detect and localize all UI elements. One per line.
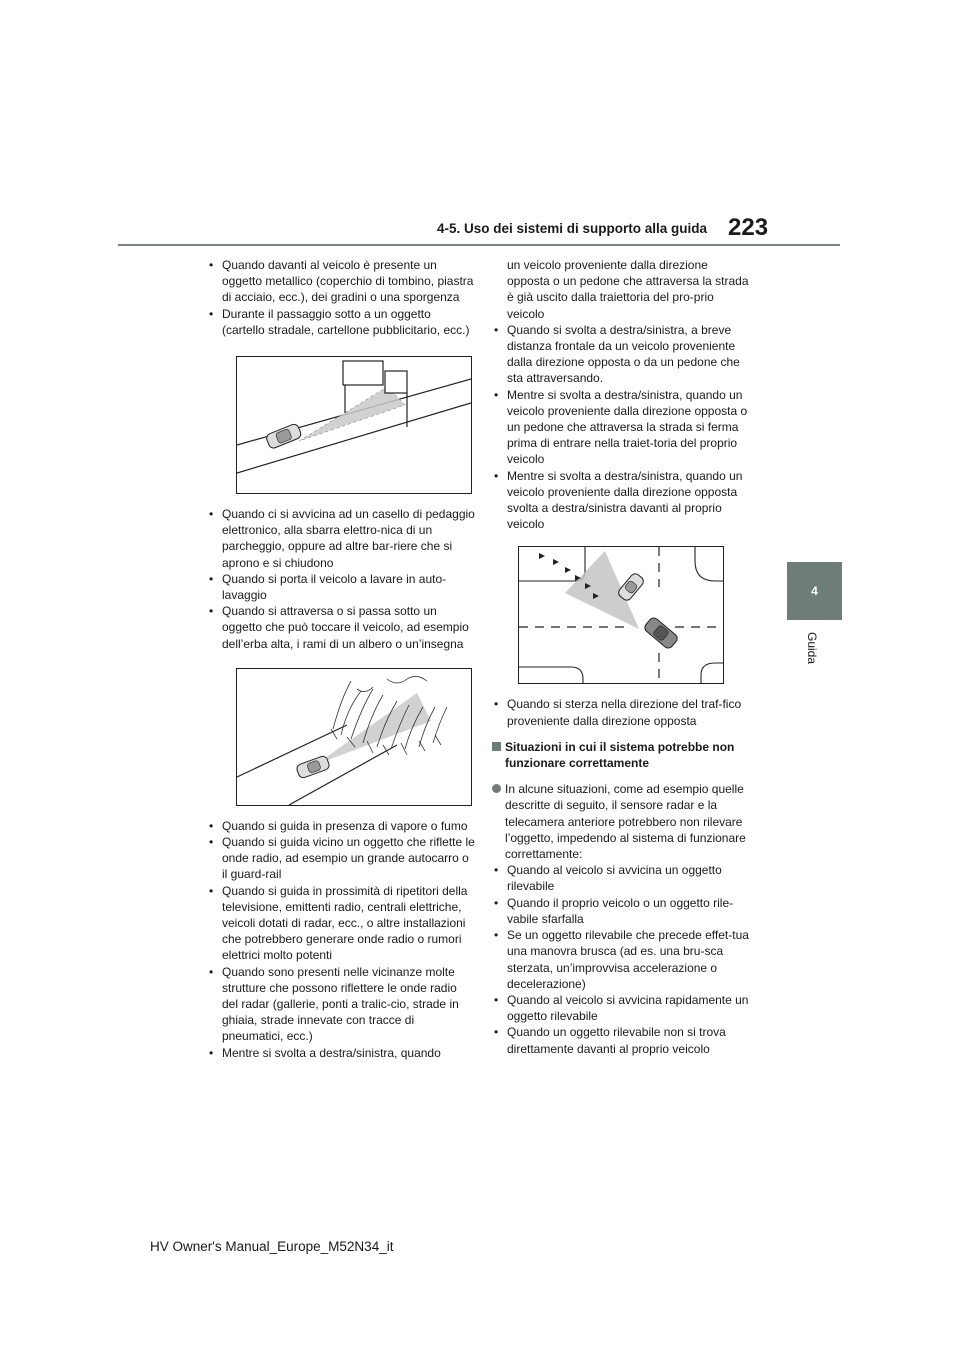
bullet-list [492, 696, 752, 728]
bullet-list [207, 818, 475, 1061]
bullet-list [207, 257, 475, 338]
list-item: • Durante il passaggio sotto a un oggetto (cartello stradale, cartellone pubblicitario, ecc.) [207, 306, 475, 338]
list-item: • Quando il proprio veicolo o un oggetto rile-vabile sfarfalla [492, 895, 752, 927]
right-column [492, 257, 752, 1057]
bullet-list [207, 506, 475, 652]
chapter-tab[interactable]: 4 [787, 562, 842, 620]
list-item: • Quando un oggetto rilevabile non si trova direttamente davanti al proprio veicolo [492, 1024, 752, 1056]
bullet-list [492, 862, 752, 1056]
list-item: • Se un oggetto rilevabile che precede effet-tua una manovra brusca (ad es. una bru-sca sterzata, un’improvvisa accelerazione o decelerazione) [492, 927, 752, 992]
list-item: • Quando davanti al veicolo è presente un oggetto metallico (coperchio di tombino, piastra di acciaio, ecc.), dei gradini o una sporgenza [207, 257, 475, 306]
list-item: • Quando si guida in presenza di vapore o fumo [207, 818, 475, 834]
intersection-illustration [519, 547, 723, 683]
list-item: • Mentre si svolta a destra/sinistra, quando un veicolo proveniente dalla direzione opposta o un pedone che attraversa la strada si ferma prima di entrare nella traiet-toria del proprio veicolo [492, 387, 752, 468]
continuation-text: un veicolo proveniente dalla direzione opposta o un pedone che attraversa la strada è già uscito dalla traiettoria del pro-prio veicolo [507, 258, 749, 321]
list-item: • Quando al veicolo si avvicina rapidamente un oggetto rilevabile [492, 992, 752, 1024]
section-heading [492, 739, 752, 771]
list-item: • Mentre si svolta a destra/sinistra, quando [207, 1045, 475, 1061]
section-heading-text: Situazioni in cui il sistema potrebbe non funzionare correttamente [505, 739, 735, 771]
overhead-sign-illustration [237, 357, 471, 493]
list-item: • Quando al veicolo si avvicina un oggetto rilevabile [492, 862, 752, 894]
list-item: • Mentre si svolta a destra/sinistra, quando un veicolo proveniente dalla direzione opposta svolta a destra/sinistra davanti al proprio veicolo [492, 468, 752, 533]
figure-intersection-turn [518, 546, 724, 684]
section-title: 4-5. Uso dei sistemi di supporto alla guida [437, 221, 708, 236]
header-rule [118, 244, 840, 246]
list-item: • Quando si guida in prossimità di ripetitori della televisione, emittenti radio, centrali elettriche, veicoli dotati di radar, ecc., o altre installazioni che potrebbero generare onde radio o rumori elettrici molto potenti [207, 883, 475, 964]
list-item: • Quando si guida vicino un oggetto che riflette le onde radio, ad esempio un grande autocarro o il guard-rail [207, 834, 475, 883]
figure-overhead-sign [236, 356, 472, 494]
list-item: • Quando ci si avvicina ad un casello di pedaggio elettronico, alla sbarra elettro-nica di un parcheggio, oppure ad altre bar-riere che si aprono e si chiudono [207, 506, 475, 571]
chapter-label: Guida [805, 632, 819, 665]
tall-grass-illustration [237, 669, 471, 805]
list-item: • Quando sono presenti nelle vicinanze molte strutture che possono riflettere le onde radio del radar (gallerie, ponti a tralic-cio, strade in ghiaia, strade innevate con tracce di pneumatici, ecc.) [207, 964, 475, 1045]
square-bullet-icon [492, 742, 501, 751]
footer-manual-name: HV Owner's Manual_Europe_M52N34_it [150, 1239, 394, 1254]
left-column [207, 257, 475, 1061]
note-text: In alcune situazioni, come ad esempio quelle descritte di seguito, il sensore radar e la telecamera anteriore potrebbero non rilevare l’oggetto, impedendo al sistema di funzionare correttamente: [505, 782, 746, 862]
bullet-list [492, 322, 752, 533]
note-paragraph [492, 781, 752, 862]
list-item: • Quando si svolta a destra/sinistra, a breve distanza frontale da un veicolo proveniente dalla direzione opposta o da un pedone che sta attraversando. [492, 322, 752, 387]
list-item: • Quando si porta il veicolo a lavare in auto-lavaggio [207, 571, 475, 603]
page-number: 223 [728, 214, 769, 241]
list-item: • Quando si attraversa o si passa sotto un oggetto che può toccare il veicolo, ad esempio dell’erba alta, i rami di un albero o un’insegna [207, 603, 475, 652]
figure-tall-grass [236, 668, 472, 806]
list-item: • Quando si sterza nella direzione del traf-fico proveniente dalla direzione opposta [492, 696, 752, 728]
circle-bullet-icon [492, 784, 501, 793]
